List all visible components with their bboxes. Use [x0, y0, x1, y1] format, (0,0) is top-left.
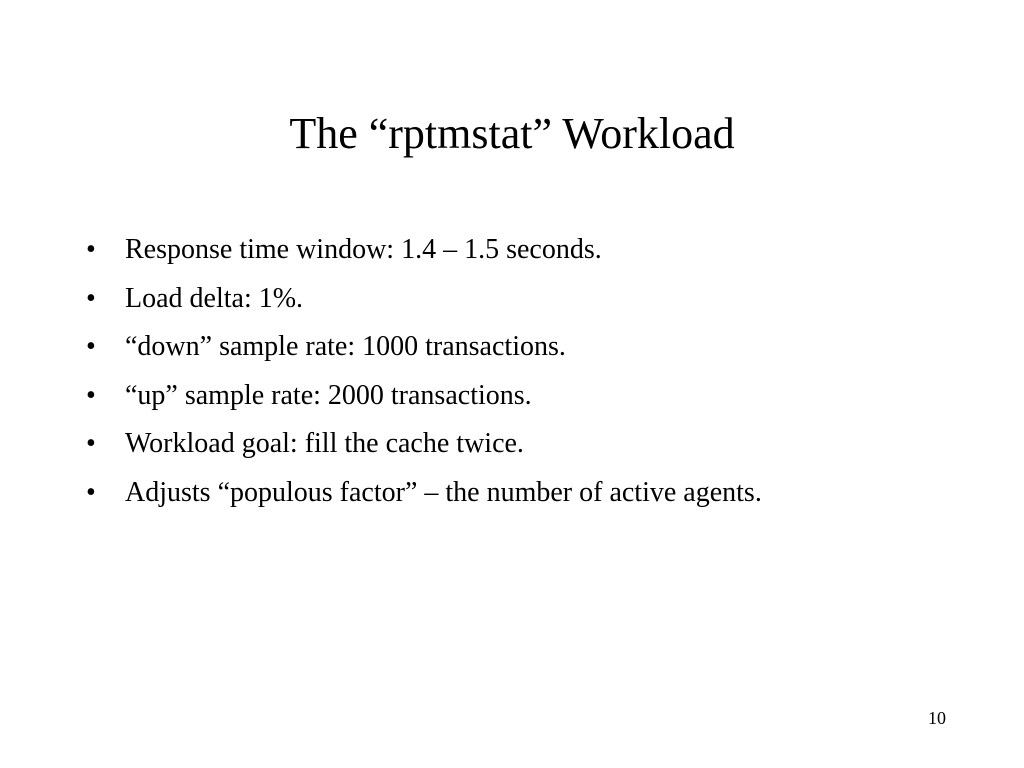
bullet-text-load-delta: Load delta: 1%. [125, 282, 304, 314]
slide-title: The “rptmstat” Workload [289, 109, 735, 158]
bullet-item [86, 372, 966, 421]
bullet-text-workload-goal: Workload goal: fill the cache twice. [125, 428, 524, 459]
bullet-marker: • [86, 282, 96, 314]
bullet-text-populous-factor: Adjusts “populous factor” – the number of active agents. [125, 476, 762, 508]
bullet-marker: • [86, 428, 96, 459]
bullet-item [86, 226, 966, 275]
page-number: 10 [928, 708, 946, 728]
bullet-marker: • [86, 379, 96, 411]
bullet-marker: • [86, 331, 96, 362]
bullet-item [86, 323, 966, 372]
bullet-marker: • [86, 234, 96, 265]
bullet-text-response-time: Response time window: 1.4 – 1.5 seconds. [125, 234, 602, 265]
bullet-list [86, 226, 966, 517]
bullet-item [86, 420, 966, 469]
bullet-item [86, 275, 966, 324]
bullet-item [86, 469, 966, 518]
bullet-text-down-sample-rate: “down” sample rate: 1000 transactions. [125, 331, 566, 362]
bullet-text-up-sample-rate: “up” sample rate: 2000 transactions. [125, 379, 532, 411]
bullet-marker: • [86, 476, 96, 508]
